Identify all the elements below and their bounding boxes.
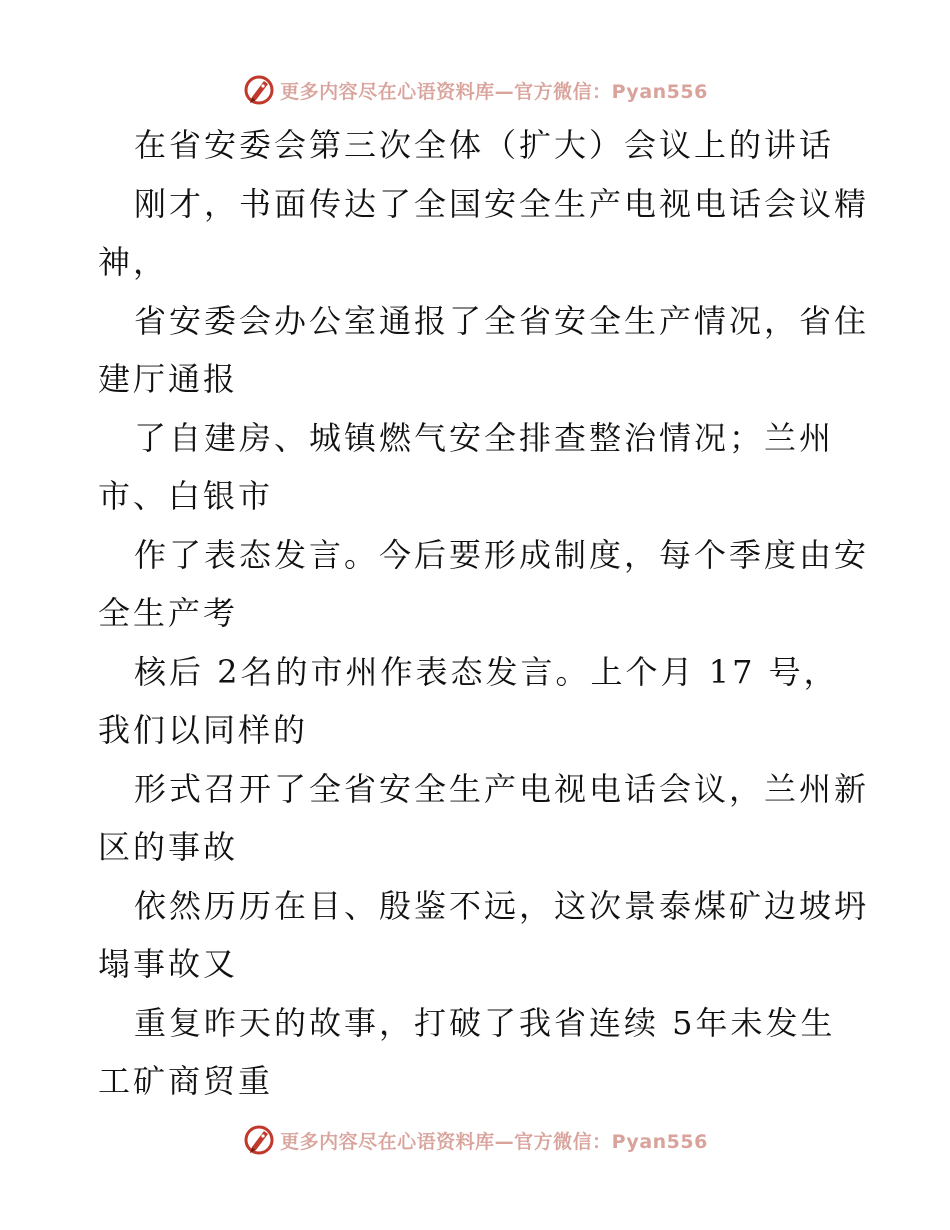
- text-line: 形式召开了全省安全生产电视电话会议，兰州新: [134, 769, 870, 808]
- text-line: 建厅通报: [98, 360, 239, 398]
- text-line: 在省安委会第三次全体（扩大）会议上的讲话: [134, 126, 835, 164]
- text-line: 作了表态发言。今后要形成制度，每个季度由安: [134, 535, 870, 574]
- text-line: 工矿商贸重: [98, 1062, 274, 1100]
- footer-watermark: [0, 1122, 950, 1158]
- pen-logo-icon: [242, 1123, 276, 1157]
- text-line: 核后 2名的市州作表态发言。上个月 17 号，: [134, 652, 839, 691]
- document-body: [98, 116, 870, 1111]
- text-line: 省安委会办公室通报了全省安全生产情况，省住: [134, 301, 870, 340]
- text-line: 全生产考: [98, 594, 239, 632]
- pen-logo-icon: [242, 73, 276, 107]
- text-line: 塌事故又: [98, 945, 239, 983]
- watermark-text: 更多内容尽在心语资料库—官方微信：Pyan556: [280, 80, 708, 103]
- header-watermark: [0, 72, 950, 108]
- text-line: 刚才，书面传达了全国安全生产电视电话会议精: [134, 184, 870, 223]
- text-line: 市、白银市: [98, 477, 274, 515]
- watermark-text: 更多内容尽在心语资料库—官方微信：Pyan556: [280, 1130, 708, 1153]
- text-line: 依然历历在目、殷鉴不远，这次景泰煤矿边坡坍: [134, 886, 870, 925]
- text-line: 了自建房、城镇燃气安全排查整治情况；兰州: [134, 418, 835, 457]
- text-line: 区的事故: [98, 828, 239, 866]
- text-line: 我们以同样的: [98, 711, 309, 749]
- text-line: 神，: [98, 243, 169, 281]
- text-line: 重复昨天的故事，打破了我省连续 5年未发生: [134, 1003, 836, 1042]
